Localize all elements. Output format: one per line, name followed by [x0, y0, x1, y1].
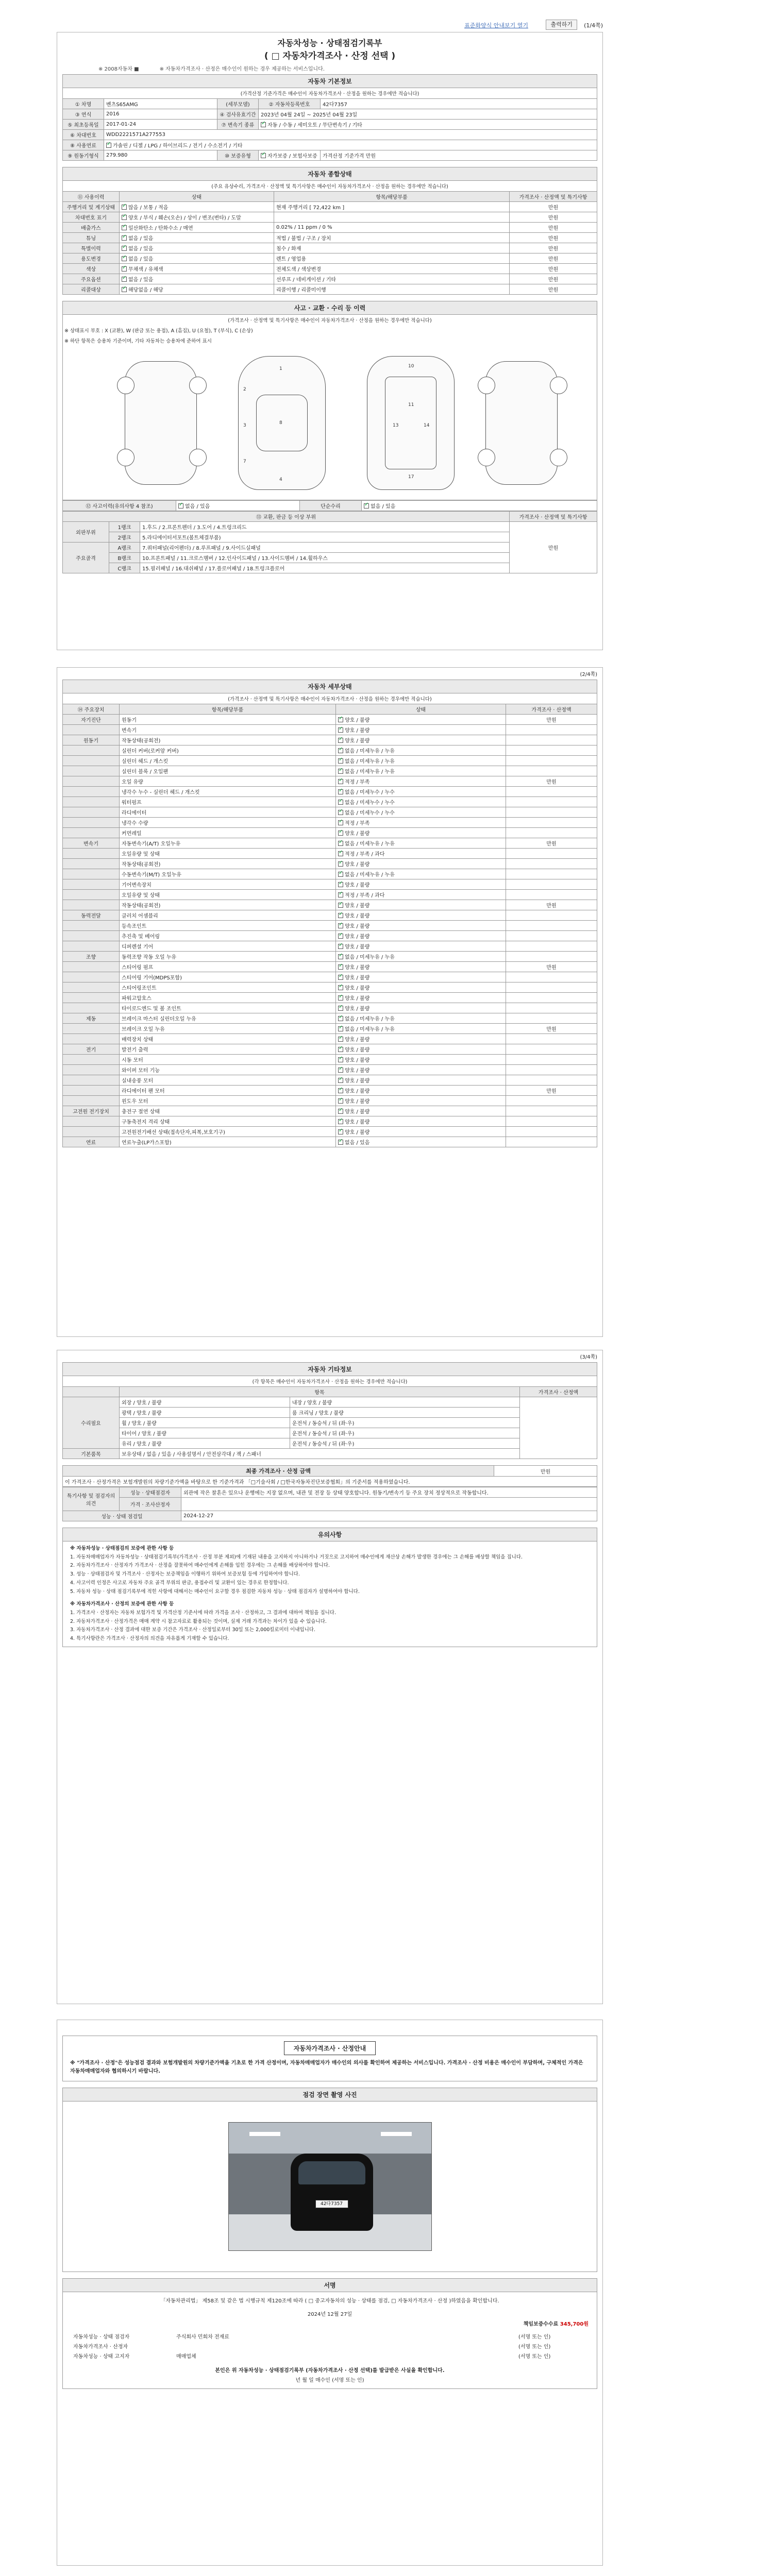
table-row: 기어변속장치 ✓ 양호 / 불량 — [63, 879, 597, 890]
table-row: 추진축 및 베어링 ✓ 양호 / 불량 — [63, 931, 597, 941]
page-4 — [57, 2020, 603, 2566]
detail-table: ⑭ 주요장치 항목/해당부품 상태 가격조사 · 산정액 자기진단 원동기 ✓ 양호 / 불량 만원 변속기 ✓ 양호 / 불량 원동기 작동상태(공회전) ✓ 양호 / 불량 실린더 커버(로커암 커버) ✓ 없음 / 미세누유 / 누유 실린더 헤드 / 개스킷 ✓ 없음 / 미세누유 / 누유 실린더 블록 / 오일팬 ✓ 없음 / 미세누유 / 누유 오일 유량 ✓ 적정 / 부족 만원 냉각수 누수 - 실린더 헤드 / 개스킷 ✓ 없음 / 미세누수 / 누수 워터펌프 ✓ 없음 / 미세누수 / 누수 라디에이터 ✓ 없음 / 미세누수 / 누수 냉각수 수량 ✓ 적정 / 부족 커먼레일 ✓ 양호 / 불량 변속기 자동변속기(A/T) 오일누유 ✓ 없음 / 미세누유 / 누유 만원 오일유량 및 상태 ✓ 적정 / 부족 / 과다 작동상태(공회전) ✓ 양호 / 불량 수동변속기(M/T) 오일누유 ✓ 없음 / 미세누유 / 누유 기어변속장치 ✓ 양호 / 불량 오일유량 및 상태 ✓ 적정 / 부족 / 과다 작동상태(공회전) ✓ 양호 / 불량 만원 동력전달 클러치 어셈블리 ✓ 양호 / 불량 등속조인트 ✓ 양호 / 불량 추진축 및 베어링 ✓ 양호 / 불량 디퍼렌셜 기어 ✓ 양호 / 불량 조향 동력조향 작동 오일 누유 ✓ 없음 / 미세누유 / 누유 스티어링 펌프 ✓ 양호 / 불량 만원 스티어링 기어(MDPS포함) ✓ 양호 / 불량 스티어링조인트 ✓ 양호 / 불량 파워고압호스 ✓ 양호 / 불량 타이로드엔드 및 볼 조인트 ✓ 양호 / 불량 제동 브레이크 마스터 실린더오일 누유 ✓ 없음 / 미세누유 / 누유 브레이크 오일 누유 ✓ 없음 / 미세누유 / 누유 만원 배력장치 상태 ✓ 양호 / 불량 전기 발전기 출력 ✓ 양호 / 불량 시동 모터 ✓ 양호 / 불량 와이퍼 모터 기능 ✓ 양호 / 불량 실내송풍 모터 ✓ 양호 / 불량 라디에이터 팬 모터 ✓ 양호 / 불량 만원 윈도우 모터 ✓ 양호 / 불량 고전원 전기장치 충전구 절연 상태 ✓ 양호 / 불량 구동축전지 격리 상태 ✓ 양호 / 불량 고전원전기배선 상태(접속단자,피복,보호기구) ✓ 양호 / 불량 연료 연료누출(LP가스포함) ✓ 없음 / 있음 — [62, 704, 597, 1147]
status-table: ⑪ 사용이력 상태 항목/해당부품 가격조사 · 산정액 및 특기사항 주행거리 및 계기상태 ✓ 많음 / 보통 / 적음 현재 주행거리 [ 72,422 km ] 만원 차대번호 표기 ✓ 양호 / 부식 / 훼손(오손) / 상이 / 변조(변타) / 도말 만원 배출가스 ✓ 일산화탄소 / 탄화수소 / 매연 0.02% / 11 ppm / 0 % 만원 튜닝 ✓ 없음 / 있음 적법 / 불법 / 구조 / 장치 만원 특별이력 ✓ 없음 / 있음 침수 / 화재 만원 용도변경 ✓ 없음 / 있음 렌트 / 영업용 만원 색상 ✓ 무채색 / 유채색 전체도색 / 색상변경 만원 주요옵션 ✓ 없음 / 있음 선루프 / 네비게이션 / 기타 만원 리콜대상 ✓ 해당없음 / 해당 리콜이행 / 리콜미이행 만원 — [62, 191, 597, 295]
checkbox[interactable] — [338, 758, 343, 764]
checkbox[interactable] — [338, 1109, 343, 1114]
table-row: 와이퍼 모터 기능 ✓ 양호 / 불량 — [63, 1065, 597, 1075]
part-number: 11 — [408, 402, 414, 408]
detail-section-title: 자동차 세부상태 — [62, 680, 597, 693]
checkbox[interactable] — [338, 727, 343, 733]
part-number: 13 — [393, 423, 399, 428]
table-row: 용도변경 ✓ 없음 / 있음 렌트 / 영업용 만원 — [63, 253, 597, 264]
table-row: 기본품목 보유상태 / 없음 / 있음 / 사용설명서 / 안전삼각대 / 잭 / 스패너 — [63, 1449, 597, 1459]
status-section-note: (주요 유상수리, 가격조사 · 산정액 및 특기사항은 매수인이 자동차가격조사 · 산정을 원하는 경우에만 적습니다) — [62, 181, 597, 191]
checkbox[interactable] — [338, 985, 343, 990]
checkbox[interactable] — [338, 1067, 343, 1073]
top-bar — [57, 20, 603, 31]
accident-summary-table: ⑫ 사고이력(유의사항 4 참조) ✓ 없음 / 있음 단순수리 ✓ 없음 / 있음 — [62, 500, 597, 511]
checkbox[interactable] — [338, 1016, 343, 1021]
car-outline-left — [125, 361, 197, 485]
checkbox[interactable] — [338, 1006, 343, 1011]
checkbox[interactable] — [122, 246, 127, 251]
checkbox-auto[interactable] — [261, 122, 266, 127]
checkbox[interactable] — [338, 1129, 343, 1134]
other-section-note: (각 항목은 매수인이 자동차가격조사 · 산정을 원하는 경우에만 적습니다) — [62, 1376, 597, 1386]
document-title: 자동차성능 · 상태점검기록부 ( □ 자동차가격조사 · 산정 선택 ) — [264, 38, 396, 61]
checkbox[interactable] — [338, 779, 343, 784]
page-indicator: (3/4쪽) — [580, 1354, 597, 1360]
checkbox-insurance[interactable] — [261, 153, 266, 158]
table-row: 수리필요 외장 / 양호 / 불량 내장 / 양호 / 불량 — [63, 1397, 597, 1408]
table-row: 연료 연료누출(LP가스포함) ✓ 없음 / 있음 — [63, 1137, 597, 1147]
table-row: 등속조인트 ✓ 양호 / 불량 — [63, 921, 597, 931]
part-number: 4 — [279, 477, 282, 482]
page-1: 자동차성능 · 상태점검기록부 ( □ 자동차가격조사 · 산정 선택 ) ※ 2008자동차 ■ ※ 자동차가격조사 · 산정은 매수인이 원하는 경우 제공하는 서비스입니다. 자동차 기본정보 (가격산정 기준가격은 매수인이 자동차가격조사 · 산정을 원하는 경우에만 적습니다) ① 차명 벤츠S65AMG (세부모델) ② 자동차등록번호 42다7357 ③ 연식 2016 ④ 검사유효기간 2023년 04월 24일 ~ 2025년 04월 23일 ⑤ 최초등록일 2017-01-24 ⑦ 변속기 종류 ✓ 자동 / 수동 / 세미오토 / 무단변속기 / 기타 ⑥ 차대번호 WDD2221571A277553 ⑧ 사용연료 ✓ 가솔린 / 디젤 / LPG / 하이브리드 / 전기 / 수소전기 / 기타 ⑨ 원동기형식 279.980 ⑩ 보증유형 ✓ 자가보증 / 보험사보증 가격산정 기준가격 만원 자동차 종합상태 (주요 유상수리, 가격조사 · 산정액 및 특기사항은 매수인이 자동차가격조사 · 산정을 원하는 경우에만 적습니다) ⑪ 사용이력 상태 항목/해당부품 가격조사 · 산정액 및 특기사항 주행거리 및 계기상태 ✓ 많음 / 보통 / 적음 현재 주행거리 [ 72,422 km ] 만원 차대번호 표기 ✓ 양호 / 부식 / 훼손(오손) / 상이 / 변조(변타) / 도말 만원 배출가스 ✓ 일산화탄소 / 탄화수소 / 매연 0.02% / 11 ppm / 0 % 만원 튜닝 ✓ 없음 / 있음 적법 / 불법 / 구조 / 장치 만원 특별이력 ✓ 없음 / 있음 침수 / 화재 만원 용도변경 ✓ 없음 / 있음 렌트 / 영업용 만원 색상 ✓ 무채색 / 유채색 전체도색 / 색상변경 만원 주요옵션 ✓ 없음 / 있음 선루프 / 네비게이션 / 기타 만원 리콜대상 ✓ 해당없음 / 해당 리콜이행 / 리콜미이행 만원 사고 · 교환 · 수리 등 이력 (가격조사 · 산정액 및 특기사항은 매수인이 자동차가격조사 · 산정을 원하는 경우에만 적습니다) ※ 상태표시 부호 : X (교환), W (판금 또는 용접), A (흠집), U (요철), T (부식), C (손상) ※ 하단 항목은 승용차 기준이며, 기타 자동차는 승용차에 준하여 표시 1 2 3 4 7 8 10 11 13 14 17 ⑫ 사고이력(유의사항 4 참조) ✓ 없음 / 있음 단순수리 ✓ 없음 / 있음 ⑬ 교환, 판금 등 이상 부위 가격조사 · 산정액 및 특기사항 외판부위 1랭크 1.후드 / 2.프론트펜더 / 3.도어 / 4.트렁크리드 만원 2랭크 5.라디에이터서포트(볼트체결부품) 주요골격 A랭크 7.쿼터패널(리어펜더) / 8.루프패널 / 9.사이드실패널 B랭크 10.프론트패널 / 11.크로스멤버 / 12.인사이드패널 / 13.사이드멤버 / 14.휠하우스 C랭크 15.필러패널 / 16.대쉬패널 / 17.플로어패널 / 18.트렁크플로어 — [57, 32, 603, 650]
checkbox[interactable] — [338, 872, 343, 877]
table-row: 색상 ✓ 무채색 / 유채색 전체도색 / 색상변경 만원 — [63, 264, 597, 274]
notice-body: ※ 자동차성능 · 상태점검의 보증에 관한 사항 등 1. 자동차매매업자가 자동차성능 · 상태점검기록부(가격조사 · 산정 부분 제외)에 기재된 내용을 고지하지 아니하거나 거짓으로 고지하여 매수인에게 재산상 손해가 발생한 경우에는 그 손해를 배상할 책임을 집니다. 2. 자동차가격조사 · 산정자가 가격조사 · 산정을 잘못하여 매수인에게 손해를 입힌 경우에는 그 손해를 배상하여야 합니다. 3. 성능 · 상태점검자 및 가격조사 · 산정자는 보증책임을 이행하기 위하여 보증보험 등에 가입하여야 합니다. 4. 사고이력 인정은 사고로 자동차 주요 골격 부위의 판금, 용접수리 및 교환이 있는 경우로 한정합니다. 5. 자동차 성능 · 상태 점검기록부에 적힌 사항에 대해서는 매수인이 요구할 경우 점검한 자동차 성능 · 상태 점검자가 설명하여야 합니다. ※ 자동차가격조사 · 산정의 보증에 관한 사항 등 1. 가격조사 · 산정자는 자동차 보험가격 및 가격산정 기준서에 따라 가격을 조사 · 산정하고, 그 결과에 대하여 책임을 집니다. 2. 자동차가격조사 · 산정가격은 매매 계약 시 참고자료로 활용되는 것이며, 실제 거래 가격과는 차이가 있을 수 있습니다. 3. 자동차가격조사 · 산정 결과에 대한 보증 기간은 가격조사 · 산정일로부터 30일 또는 2,000킬로미터 이내입니다. 4. 특기사항란은 가격조사 · 산정자의 의견을 자유롭게 기재할 수 있습니다. — [62, 1541, 597, 1647]
checkbox[interactable] — [338, 975, 343, 980]
basic-section-note: (가격산정 기준가격은 매수인이 자동차가격조사 · 산정을 원하는 경우에만 적습니다) — [62, 88, 597, 98]
table-row: 윈도우 모터 ✓ 양호 / 불량 — [63, 1096, 597, 1106]
checkbox[interactable] — [338, 995, 343, 1001]
table-row: 튜닝 ✓ 없음 / 있음 적법 / 불법 / 구조 / 장치 만원 — [63, 233, 597, 243]
checkbox[interactable] — [122, 277, 127, 282]
print-button[interactable]: 출력하기 — [546, 20, 577, 30]
table-row: 고전원전기배선 상태(접속단자,피복,보호기구) ✓ 양호 / 불량 — [63, 1127, 597, 1137]
checkbox[interactable] — [338, 964, 343, 970]
page-3 — [57, 1350, 603, 2004]
table-row: 변속기 자동변속기(A/T) 오일누유 ✓ 없음 / 미세누유 / 누유 만원 — [63, 838, 597, 849]
table-row: 커먼레일 ✓ 양호 / 불량 — [63, 828, 597, 838]
table-row: 파워고압호스 ✓ 양호 / 불량 — [63, 993, 597, 1003]
table-row: 실린더 블록 / 오일팬 ✓ 없음 / 미세누유 / 누유 — [63, 766, 597, 776]
checkbox[interactable] — [338, 954, 343, 959]
wheel-icon — [550, 449, 567, 466]
page-indicator: (2/4쪽) — [580, 672, 597, 677]
table-row: 수동변속기(M/T) 오일누유 ✓ 없음 / 미세누유 / 누유 — [63, 869, 597, 879]
checkbox[interactable] — [338, 861, 343, 867]
part-number: 7 — [243, 459, 246, 464]
accident-section-title: 사고 · 교환 · 수리 등 이력 — [62, 301, 597, 315]
checkbox[interactable] — [338, 923, 343, 928]
table-row: 라디에이터 팬 모터 ✓ 양호 / 불량 만원 — [63, 1086, 597, 1096]
checkbox[interactable] — [338, 769, 343, 774]
part-number: 2 — [243, 387, 246, 392]
table-row: 라디에이터 ✓ 없음 / 미세누수 / 누수 — [63, 807, 597, 818]
table-row: 리콜대상 ✓ 해당없음 / 해당 리콜이행 / 리콜미이행 만원 — [63, 284, 597, 295]
table-row: 광택 / 양호 / 불량 룸 크리닝 / 양호 / 불량 — [63, 1408, 597, 1418]
checkbox[interactable] — [338, 851, 343, 856]
checkbox[interactable] — [338, 1047, 343, 1052]
sign-section-title: 서명 — [62, 2278, 597, 2292]
table-row: 오일유량 및 상태 ✓ 적정 / 부족 / 과다 — [63, 849, 597, 859]
wheel-icon — [478, 449, 495, 466]
table-row: 원동기 작동상태(공회전) ✓ 양호 / 불량 — [63, 735, 597, 745]
checkbox[interactable] — [338, 892, 343, 897]
part-number: 10 — [408, 364, 414, 369]
checkbox[interactable] — [338, 1057, 343, 1062]
checkbox[interactable] — [338, 882, 343, 887]
checkbox[interactable] — [338, 810, 343, 815]
table-row: 실내송풍 모터 ✓ 양호 / 불량 — [63, 1075, 597, 1086]
table-row: 실린더 헤드 / 개스킷 ✓ 없음 / 미세누유 / 누유 — [63, 756, 597, 766]
guide-link[interactable]: 표준화양식 안내보기 열기 — [464, 22, 528, 29]
checkbox[interactable] — [122, 215, 127, 220]
wheel-icon — [189, 449, 207, 466]
special-notes-table: 특기사항 및 점검자의 의견 성능 · 상태점검자 외관에 작은 찰흔은 있으나 운행에는 지장 없으며, 내관 및 전장 등 상태 양호합니다. 원동기/변속기 등 주요 장치 정상적으로 작동합니다. 가격 · 조사산정자 성능 · 상태 점검일 2024-12-27 — [62, 1487, 597, 1521]
price-notice-box: 자동차가격조사 · 산정안내 ※ "가격조사 · 산정"은 성능점검 결과와 보험개발원의 차량기준가액을 기초로 한 가격 산정이며, 자동차매매업자가 매수인의 의사를 확인하여 제공하는 서비스입니다. 가격조사 · 산정 비용은 매수인이 부담하며, 구체적인 가격은 자동차매매업자와 협의하시기 바랍니다. — [62, 2036, 597, 2081]
license-plate: 42다7357 — [315, 2200, 348, 2208]
checkbox[interactable] — [122, 235, 127, 241]
wheel-icon — [117, 449, 135, 466]
notice-section-title: 유의사항 — [62, 1528, 597, 1541]
checkbox[interactable] — [338, 717, 343, 722]
table-row: 유리 / 양호 / 불량 운전석 / 동승석 / 뒤 (좌·우) — [63, 1438, 597, 1449]
table-row: 시동 모터 ✓ 양호 / 불량 — [63, 1055, 597, 1065]
checkbox[interactable] — [122, 225, 127, 230]
table-row: 브레이크 오일 누유 ✓ 없음 / 미세누유 / 누유 만원 — [63, 1024, 597, 1034]
checkbox[interactable] — [338, 1037, 343, 1042]
checkbox[interactable] — [338, 944, 343, 949]
table-row: 주행거리 및 계기상태 ✓ 많음 / 보통 / 적음 현재 주행거리 [ 72,422 km ] 만원 — [63, 202, 597, 212]
checkbox[interactable] — [338, 820, 343, 825]
checkbox[interactable] — [338, 934, 343, 939]
table-row: 냉각수 수량 ✓ 적정 / 부족 — [63, 818, 597, 828]
table-row: 차대번호 표기 ✓ 양호 / 부식 / 훼손(오손) / 상이 / 변조(변타) / 도말 만원 — [63, 212, 597, 223]
table-row: 타이로드엔드 및 볼 조인트 ✓ 양호 / 불량 — [63, 1003, 597, 1013]
checkbox[interactable] — [338, 1140, 343, 1145]
table-row: 스티어링조인트 ✓ 양호 / 불량 — [63, 982, 597, 993]
table-row: 특별이력 ✓ 없음 / 있음 침수 / 화재 만원 — [63, 243, 597, 253]
final-price-table: 최종 가격조사 · 산정 금액 만원 이 가격조사 · 산정가격은 보험개발원의 차량기준가액을 바탕으로 한 기준가격과 「□기술사회 / □한국자동차진단보증협회」의 기준서를 적용하였습니다. — [62, 1465, 597, 1487]
checkbox[interactable] — [338, 1098, 343, 1104]
other-table: 항목 가격조사 · 산정액 수리필요 외장 / 양호 / 불량 내장 / 양호 / 불량 광택 / 양호 / 불량 룸 크리닝 / 양호 / 불량 휠 / 양호 / 불량 운전석 / 동승석 / 뒤 (좌·우) 타이어 / 양호 / 불량 운전석 / 동승석 / 뒤 (좌·우) 유리 / 양호 / 불량 운전석 / 동승석 / 뒤 (좌·우) 기본품목 보유상태 / 없음 / 있음 / 사용설명서 / 안전삼각대 / 잭 / 스패너 — [62, 1386, 597, 1459]
table-row: 제동 브레이크 마스터 실린더오일 누유 ✓ 없음 / 미세누유 / 누유 — [63, 1013, 597, 1024]
table-row: 전기 발전기 출력 ✓ 양호 / 불량 — [63, 1044, 597, 1055]
checkbox[interactable] — [338, 903, 343, 908]
table-row: 스티어링 기어(MDPS포함) ✓ 양호 / 불량 — [63, 972, 597, 982]
sign-block: 「자동차관리법」 제58조 및 같은 법 시행규칙 제120조에 따라 ( □ 중고자동차의 성능 · 상태를 점검, □ 자동차가격조사 · 산정 )하였음을 확인합니다. 2024년 12월 27일 책임보증수수료 345,700원 자동차성능 · 상태 점검자 주식회사 민회차 전재료 (서명 또는 인) 자동차가격조사 · 산정자 (서명 또는 인) 자동차성능 · 상태 고지자 매매업체 (서명 또는 인) 본인은 위 자동차성능 · 상태점검기록부 (자동차가격조사 · 산정 선택)를 발급받은 사실을 확인합니다. 년 월 일 매수인 (서명 또는 인) — [62, 2292, 597, 2389]
table-row: 고전원 전기장치 충전구 절연 상태 ✓ 양호 / 불량 — [63, 1106, 597, 1116]
accident-section-note: (가격조사 · 산정액 및 특기사항은 매수인이 자동차가격조사 · 산정을 원하는 경우에만 적습니다) — [62, 315, 597, 325]
table-row: 주요옵션 ✓ 없음 / 있음 선루프 / 네비게이션 / 기타 만원 — [63, 274, 597, 284]
checkbox[interactable] — [338, 831, 343, 836]
checkbox[interactable] — [178, 503, 183, 509]
table-row: 동력전달 클러치 어셈블리 ✓ 양호 / 불량 — [63, 910, 597, 921]
status-section-title: 자동차 종합상태 — [62, 167, 597, 181]
table-row: 조향 동력조향 작동 오일 누유 ✓ 없음 / 미세누유 / 누유 — [63, 952, 597, 962]
wheel-icon — [550, 377, 567, 394]
table-row: 워터펌프 ✓ 없음 / 미세누수 / 누수 — [63, 797, 597, 807]
checkbox-gasoline[interactable] — [106, 143, 111, 148]
wheel-icon — [478, 377, 495, 394]
table-row: 배출가스 ✓ 일산화탄소 / 탄화수소 / 매연 0.02% / 11 ppm / 0 % 만원 — [63, 223, 597, 233]
basic-info-table: ① 차명 벤츠S65AMG (세부모델) ② 자동차등록번호 42다7357 ③ 연식 2016 ④ 검사유효기간 2023년 04월 24일 ~ 2025년 04월 23일 ⑤ 최초등록일 2017-01-24 ⑦ 변속기 종류 ✓ 자동 / 수동 / 세미오토 / 무단변속기 / 기타 ⑥ 차대번호 WDD2221571A277553 ⑧ 사용연료 ✓ 가솔린 / 디젤 / LPG / 하이브리드 / 전기 / 수소전기 / 기타 ⑨ 원동기형식 279.980 ⑩ 보증유형 ✓ 자가보증 / 보험사보증 가격산정 기준가격 만원 — [62, 98, 597, 161]
car-outline-right — [485, 361, 558, 485]
table-row: 디퍼렌셜 기어 ✓ 양호 / 불량 — [63, 941, 597, 952]
panel-table: ⑬ 교환, 판금 등 이상 부위 가격조사 · 산정액 및 특기사항 외판부위 1랭크 1.후드 / 2.프론트펜더 / 3.도어 / 4.트렁크리드 만원 2랭크 5.라디에이터서포트(볼트체결부품) 주요골격 A랭크 7.쿼터패널(리어펜더) / 8.루프패널 / 9.사이드실패널 B랭크 10.프론트패널 / 11.크로스멤버 / 12.인사이드패널 / 13.사이드멤버 / 14.휠하우스 C랭크 15.필러패널 / 16.대쉬패널 / 17.플로어패널 / 18.트렁크플로어 — [62, 511, 597, 573]
table-row: 스티어링 펌프 ✓ 양호 / 불량 만원 — [63, 962, 597, 972]
inspection-photo — [228, 2122, 432, 2251]
basic-section-title: 자동차 기본정보 — [62, 74, 597, 88]
checkbox[interactable] — [338, 1119, 343, 1124]
checkbox[interactable] — [122, 266, 127, 272]
checkbox[interactable] — [338, 748, 343, 753]
checkbox[interactable] — [338, 841, 343, 846]
checkbox[interactable] — [338, 913, 343, 918]
table-row: 오일 유량 ✓ 적정 / 부족 만원 — [63, 776, 597, 787]
checkbox[interactable] — [338, 800, 343, 805]
table-row: 냉각수 누수 - 실린더 헤드 / 개스킷 ✓ 없음 / 미세누수 / 누수 — [63, 787, 597, 797]
table-row: 작동상태(공회전) ✓ 양호 / 불량 만원 — [63, 900, 597, 910]
checkbox[interactable] — [338, 1078, 343, 1083]
checkbox[interactable] — [338, 1088, 343, 1093]
checkbox[interactable] — [122, 205, 127, 210]
wheel-icon — [189, 377, 207, 394]
checkbox[interactable] — [338, 789, 343, 794]
car-damage-diagram — [62, 346, 597, 500]
part-number: 8 — [279, 420, 282, 426]
fee-amount: 345,700원 — [560, 2321, 589, 2327]
page-indicator: (1/4쪽) — [584, 22, 603, 29]
document-meta: ※ 2008자동차 ■ ※ 자동차가격조사 · 산정은 매수인이 원하는 경우 제공하는 서비스입니다. — [98, 66, 325, 72]
table-row: 변속기 ✓ 양호 / 불량 — [63, 725, 597, 735]
page-2 — [57, 667, 603, 1337]
detail-section-note: (가격조사 · 산정액 및 특기사항은 매수인이 자동차가격조사 · 산정을 원하는 경우에만 적습니다) — [62, 693, 597, 704]
checkbox[interactable] — [338, 1026, 343, 1031]
checkbox[interactable] — [364, 503, 369, 509]
part-number: 1 — [279, 366, 282, 371]
table-row: 구동축전지 격리 상태 ✓ 양호 / 불량 — [63, 1116, 597, 1127]
photo-section-title: 점검 장면 촬영 사진 — [62, 2088, 597, 2102]
table-row: 배력장치 상태 ✓ 양호 / 불량 — [63, 1034, 597, 1044]
checkbox[interactable] — [338, 738, 343, 743]
wheel-icon — [117, 377, 135, 394]
table-row: 작동상태(공회전) ✓ 양호 / 불량 — [63, 859, 597, 869]
part-number: 17 — [408, 474, 414, 480]
table-row: 휠 / 양호 / 불량 운전석 / 동승석 / 뒤 (좌·우) — [63, 1418, 597, 1428]
checkbox[interactable] — [122, 287, 127, 292]
table-row: 실린더 커버(로커암 커버) ✓ 없음 / 미세누유 / 누유 — [63, 745, 597, 756]
part-number: 14 — [424, 423, 430, 428]
checkbox[interactable] — [122, 256, 127, 261]
signer-table: 자동차성능 · 상태 점검자 주식회사 민회차 전재료 (서명 또는 인) 자동차가격조사 · 산정자 (서명 또는 인) 자동차성능 · 상태 고지자 매매업체 (서명 또는 인) — [73, 2334, 551, 2360]
table-row: 오일유량 및 상태 ✓ 적정 / 부족 / 과다 — [63, 890, 597, 900]
other-section-title: 자동차 기타정보 — [62, 1362, 597, 1376]
table-row: 타이어 / 양호 / 불량 운전석 / 동승석 / 뒤 (좌·우) — [63, 1428, 597, 1438]
part-number: 3 — [243, 423, 246, 428]
table-row: 자기진단 원동기 ✓ 양호 / 불량 만원 — [63, 715, 597, 725]
